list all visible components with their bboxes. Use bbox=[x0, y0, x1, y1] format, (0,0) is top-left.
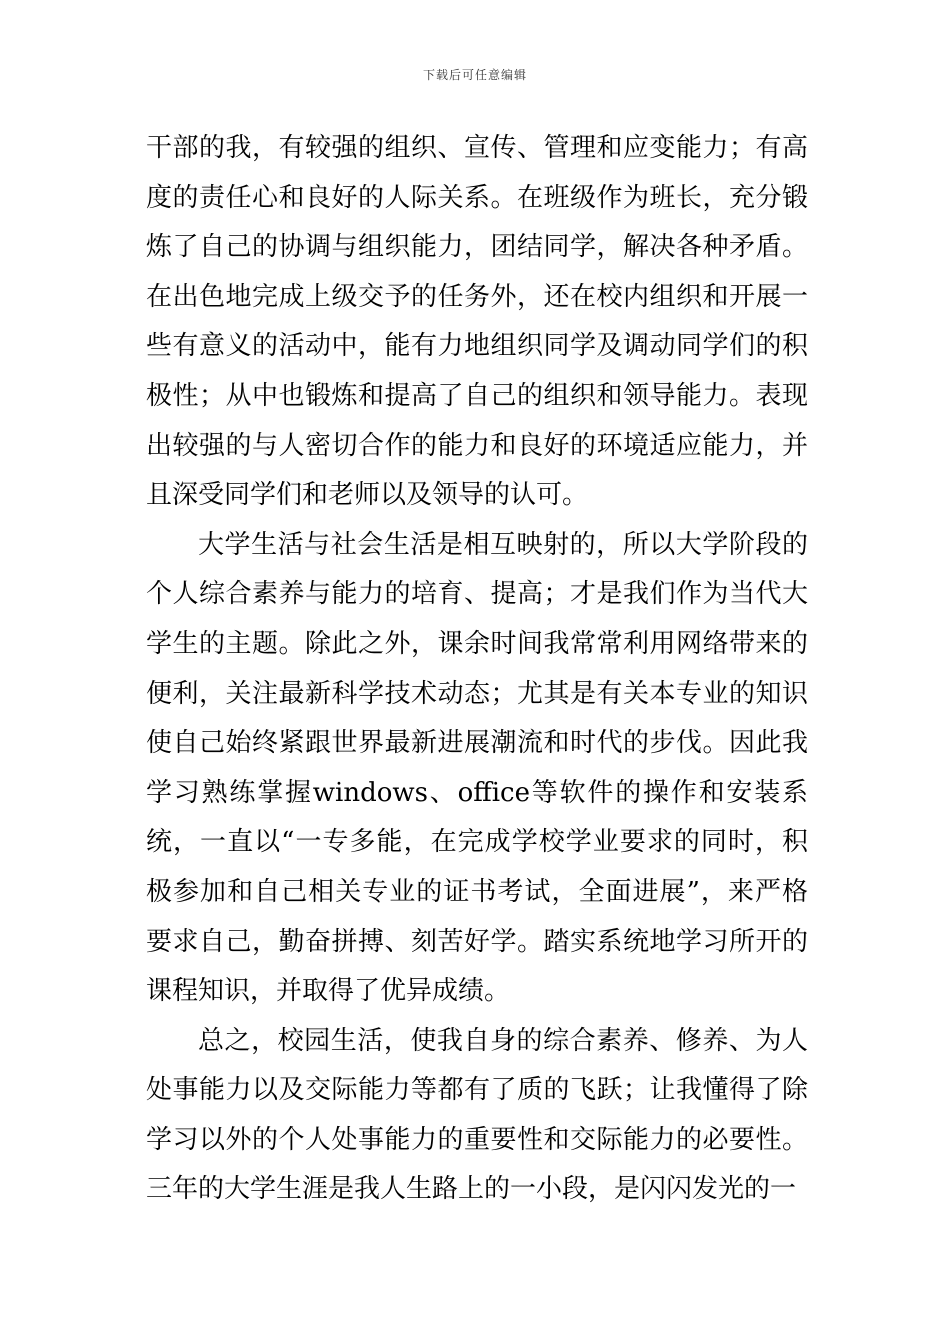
document-body bbox=[146, 124, 808, 1215]
paragraph-2: 大学生活与社会生活是相互映射的，所以大学阶段的个人综合素养与能力的培育、提高；才是我们作为当代大学生的主题。除此之外，课余时间我常常利用网络带来的便利，关注最新科学技术动态；尤其是有关本专业的知识使自己始终紧跟世界最新进展潮流和时代的步伐。因此我学习熟练掌握windows、office等软件的操作和安装系统，一直以“一专多能，在完成学校学业要求的同时，积极参加和自己相关专业的证书考试，全面进展”，来严格要求自己，勤奋拼搏、刻苦好学。踏实系统地学习所开的课程知识，并取得了优异成绩。 bbox=[146, 529, 808, 1007]
paragraph-1: 干部的我，有较强的组织、宣传、管理和应变能力；有高度的责任心和良好的人际关系。在班级作为班长，充分锻炼了自己的协调与组织能力，团结同学，解决各种矛盾。在出色地完成上级交予的任务外，还在校内组织和开展一些有意义的活动中，能有力地组织同学及调动同学们的积极性；从中也锻炼和提高了自己的组织和领导能力。表现出较强的与人密切合作的能力和良好的环境适应能力，并且深受同学们和老师以及领导的认可。 bbox=[146, 133, 808, 511]
page-header: 下载后可任意编辑 bbox=[422, 68, 527, 82]
paragraph-3: 总之，校园生活，使我自身的综合素养、修养、为人处事能力以及交际能力等都有了质的飞跃；让我懂得了除学习以外的个人处事能力的重要性和交际能力的必要性。三年的大学生涯是我人生路上的一小段，是闪闪发光的一 bbox=[146, 1025, 808, 1205]
